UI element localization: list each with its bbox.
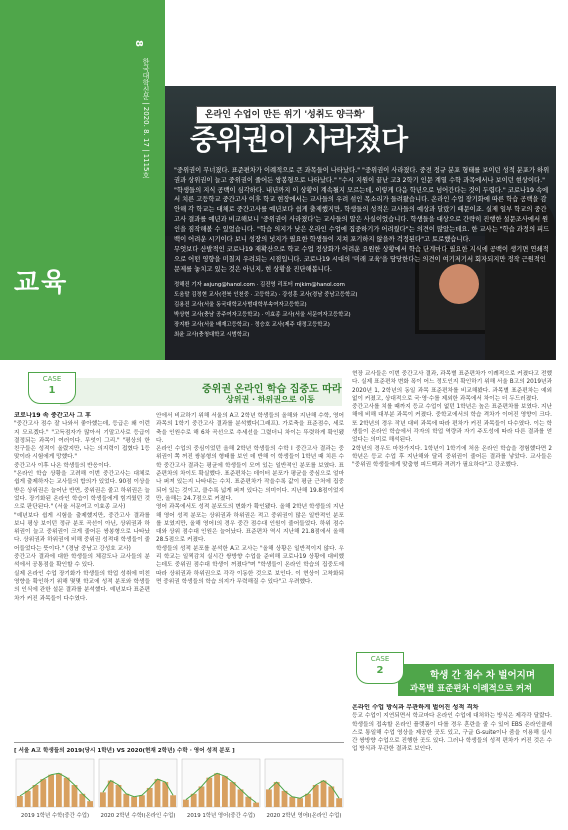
paragraph: 등교 수업이 지연되면서 학교마다 온라인 수업에 대처하는 방식은 제각각 달랐다. 학생들의 접속할 온라인 플랫폼이 다를 경우 혼란을 줄 수 있어 EBS 온라인클래스로 통일해 수업 영상을 제공한 곳도 있고, 구글 G-suite이나 줌을 이용해 실시간 쌍방향 수업으로 진행한 곳도 있다. 그러나 학생들의 성적 편차가 커진 것은 수업 방식과 무관한 결과로 보인다.: [352, 713, 552, 753]
graph-bar: [87, 801, 93, 807]
paragraph: 학생들의 성적 분포를 분석한 A고 교사는 "올해 상황은 일반적이지 않다. 우리 학교는 일찍감치 실시간 쌍방향 수업을 준비해 코로나19 상황에 대비했는데도 중위권 점수대 학생이 꺼졌다"며 "학생들이 온라인 학습의 집중도에 따라 상위권과 하위권으로 각각 이동한 것으로 보인다. 이 현상이 고착화되면 중위권 학생들의 학습 의지가 무력해질 수 있다"고 우려했다.: [156, 545, 344, 585]
paragraph: 중간고사를 치를 때까지 등교 수업이 없던 1학년은 높은 표준편차를 보였다. 지난해에 비해 대부분 과목이 커졌다. 중학교에서의 학습 격차가 이어진 영향이 크다. 또 2학년의 경우 작년 대비 과목에 따라 편차가 커진 과목들이 다수였다. 이는 학생들이 온라인 학습에서 각자의 학업 역량과 자기 주도성에 따라 다른 결과를 얻었다는 의미로 해석된다.: [352, 404, 552, 444]
graph-bar: [183, 800, 189, 807]
graph-bar: [305, 794, 311, 807]
case2-subtitle: 과목별 표준편차 이례적으로 커져: [410, 683, 533, 693]
graph-bar: [155, 779, 161, 807]
credit-line: 장지환 교사(서울 배재고등학교) · 정승호 교사(제주 대정고등학교): [174, 322, 330, 328]
paragraph: 중간고사 결과에 대한 학생들의 체감도나 교사들의 분석에서 공통점을 확인할 수 있다.: [14, 554, 150, 569]
graph-bar: [33, 785, 39, 807]
graph-bar: [222, 776, 228, 807]
graph-bar: [17, 796, 23, 807]
graph-bar: [48, 775, 54, 807]
graph-bar: [274, 782, 280, 807]
case2-badge-number: 2: [376, 665, 384, 676]
graph-bar: [170, 795, 176, 807]
case1-title: 중위권 온라인 학습 집중도 따라: [202, 384, 342, 395]
graph-bar: [238, 789, 244, 807]
paragraph: 중간고사 이후 나온 학생들의 반응이다.: [14, 462, 111, 469]
graph-bar: [336, 798, 342, 807]
paragraph: "온라인 학습 상황을 고려해 이번 중간고사는 대체로 쉽게 출제하자는 교사들의 합의가 있었다. 90점 이상을 받은 상위권은 늘어난 반면, 중위권은 줄고 하위권은 늘었다. 장기화된 온라인 학습이 학생들에게 힘겨웠던 것으로 판단된다." (서울 서문여고 이효종 교사): [14, 471, 150, 511]
case2-badge-label: CASE: [370, 655, 390, 663]
graph-bar: [230, 782, 236, 807]
lead-paragraph: 무엇보다 산발적인 코로나19 재확산으로 학교 수업 정상화가 어려운 요원한 상황에서 학습 단계마다 필요한 지식에 공백이 생기면 연쇄적으로 어떤 영향을 미칠지 우려되는 시점입니다. 코로나19 시대의 '미래 교육'을 담당한다는 의견이 여기저기서 회자되지만 정작 근원적인 문제를 놓치고 있는 것은 아닌지, 현 상황을 진단해봅니다.: [174, 246, 549, 273]
graph-bar: [321, 781, 327, 807]
graph-bar: [64, 778, 70, 807]
graph-bar: [100, 792, 106, 807]
graph-panel-label: 2020 2학년 수학Ⅰ(온라인 수업): [100, 813, 176, 819]
graph-panels: [14, 755, 344, 825]
graph-bar: [123, 794, 129, 807]
paragraph: 온라인 수업의 중심이었던 올해 2학년 학생들의 수학 Ⅰ 중간고사 결과는 중위권이 쪽 꺼진 쌍봉형의 형태를 보인 데 반해 이 학생들이 1학년 때 치른 수학 중간고사 결과는 평균에 학생들이 모여 있는 일반적인 분포를 보였다. 표준편차의 차이도 확실했다. 표준편차는 데이터 분포가 평균을 중심으로 얼마나 퍼져 있는지 나타내는 수치. 표준편차가 작을수록 값이 평균 근처에 집중되어 있는 것이고, 클수록 넓게 퍼져 있다는 의미이다. 지난해 19.8점이었지만, 올해는 24.7점으로 커졌다.: [156, 446, 344, 502]
case2-badge: [356, 652, 404, 684]
headline: 중위권이 사라졌다: [190, 123, 408, 156]
case2-column: [352, 704, 552, 824]
article-column-2: [156, 412, 344, 737]
graph-bar: [147, 788, 153, 807]
paragraph: 실제 온라인 수업 장기화가 학생들의 학업 성취에 미친 영향을 확인하기 위해 몇몇 학교에 성적 분포와 학생들의 인식에 관한 설문 결과를 분석했다. 예년보다 표준편차가 커진 과목들이 다수였다.: [14, 570, 150, 602]
lead-text: [174, 166, 552, 276]
paragraph: 현장 교사들은 이번 중간고사 결과, 과목별 표준편차가 이례적으로 커졌다고 전했다. 실제 표준편차 변화 폭이 어느 정도인지 확인하기 위해 서울 B고의 2019년과 2020년 1, 2학년의 동일 과목 표준편차를 비교해봤다. 과목별 표준편차는 예외 없이 커졌고, 상대적으로 국·영·수를 제외한 과목에서 차이는 더 두드러졌다.: [352, 371, 552, 402]
article-column-3: [352, 370, 552, 642]
graph-bar: [131, 797, 137, 807]
case1-subtitle: 상위권 · 하위권으로 이동: [226, 395, 315, 404]
graph-bar: [72, 785, 78, 807]
paragraph: "예년보다 쉽게 시험을 출제했지만, 중간고사 결과를 보니 평상 보이던 정규 분포 곡선이 아닌, 상위권과 하위권이 늘고 중위권이 크게 줄어든 쌍봉형으로 나타났다. 상위권과 하위권에 비해 중위권 성적대 학생들이 줄어들었다는 뜻이다." (경남 중남고 강성호 교사): [14, 512, 150, 552]
graph-bar: [289, 797, 295, 807]
credits: [174, 280, 454, 340]
graph-bar: [266, 789, 272, 807]
graph-bar: [297, 798, 303, 807]
graph-bar: [116, 785, 122, 807]
graph-bar: [206, 778, 212, 807]
credit-line: 최윤 교사(충청대학교 시범학교): [174, 332, 250, 338]
graph-bar: [199, 786, 205, 807]
kicker-text: 온라인 수업이 만든 위기 '성취도 양극화': [204, 110, 366, 120]
paragraph: 2학년의 경우도 마찬가지다. 1학년이 1학기에 처음 온라인 학습을 경험했다면 2학년은 등교 수업 후 지난해와 달리 중위권이 줄어든 결과를 낳았다. 교사들은 "중위권 학생들에게 맞춤형 피드백과 격려가 필요하다"고 강조했다.: [352, 445, 552, 469]
newspaper-masthead-vertical: 한국대학신문 | 2020. 8. 17 | 1115호: [142, 58, 150, 179]
section-strip: [0, 0, 165, 360]
graph-bar: [313, 785, 319, 807]
credit-line: 도움말 김정현 교사(전북 인천중 · 고등학교) · 강성훈 교사(경남 중남고등학교): [174, 292, 358, 298]
graph-panel-label: 2020 2학년 영어Ⅰ(온라인 수업): [266, 813, 342, 819]
case2-title: 학생 간 점수 차 벌어지며: [430, 670, 535, 681]
graph-bar: [40, 779, 46, 807]
graph-panel-label: 2019 1학년 수학(중간 수업): [20, 813, 90, 819]
graph-bar: [139, 795, 145, 807]
paragraph: 안에서 비교하기 위해 서울의 A고 2학년 학생들의 올해와 지난해 수학, 영어 과목의 1학기 중간고사 결과를 분석했다(그래프). 가로축을 표준점수, 세로축을 인원수로 해 6차 곡선으로 추세선을 그렸더니 차이는 뚜렷하게 확인됐다.: [156, 413, 344, 444]
score-distribution-graph: [14, 742, 344, 825]
case1-badge-number: 1: [48, 385, 56, 396]
paragraph: 영어 과목에서도 성적 분포도의 변화가 확인됐다. 올해 2학년 학생들의 지난해 영어 성적 분포는 상위권과 하위권은 적고 중위권이 많은 일반적인 분포를 보였지만, 올해 영어Ⅰ의 경우 중간 점수대 인원이 줄어들었다. 하위 점수대와 상위 점수대 인원은 늘어났다. 표준편차 역시 지난해 21.8점에서 올해 28.5점으로 커졌다.: [156, 504, 344, 544]
graph-panel-label: 2019 1학년 영어(중간 수업): [186, 813, 256, 819]
credit-line: 박상현 교사(충남 공주여자고등학교) · 이효종 교사(서울 서문여자고등학교): [174, 312, 351, 318]
graph-bar: [214, 773, 220, 807]
subheading: 온라인 수업 방식과 무관하게 벌어진 성적 격차: [352, 704, 479, 711]
graph-bar: [56, 773, 62, 807]
credit-line: 정해진 기자 asjung@hanol.com · 김진영 리포터 mjkim@hanol.com: [174, 282, 345, 288]
case1-badge-label: CASE: [42, 375, 62, 383]
graph-bar: [25, 791, 31, 807]
lead-paragraph: "중위권이 무너졌다. 표준편차가 이례적으로 큰 과목들이 나타났다." "중위권이 사라졌다. 중전 정규 분포 형태를 보이던 성적 분포가 하위권과 상위권이 늘고 중위권이 줄어든 쌍봉형으로 나타났다." "수시 지원이 끝난 고3 2학기 인문 계열 수학 과목에서나 보이던 현상이다." "학생들의 지식 공백이 심각하다. 내년까지 이 상황이 계속될지 모르는데, 이렇게 다음 학년으로 넘어간다는 것이 두렵다." 코로나19 속에서 치른 고등학교 중간고사 이후 학교 현장에서는 교사들의 우려 섞인 목소리가 들려왔습니다. 온라인 수업 장기화에 따른 학습 공백을 감안해 각 학교는 대체로 중간고사를 예년보다 쉽게 출제했지만, 학생들의 성적은 교사들의 예상과 달랐기 때문이죠. 실제 일부 학교의 중간고사 결과를 예년과 비교해보니 '중위권이 사라졌다'는 교사들의 말은 사실이었습니다. 학생들을 대상으로 간략히 진행한 설문조사에서 원인을 짐작해볼 수 있었습니다. "학습 의지가 낮은 온라인 수업에 집중하기가 어려웠다"는 의견이 많았는데요. 한 교사는 "학습 과정의 피드백이 어려운 시기이다 보니 성장의 넛지가 필요한 학생들이 지쳐 포기하지 않을까 걱정된다"고 토로했습니다.: [174, 167, 550, 243]
graph-title: [ 서울 A고 학생들의 2019(당시 1학년) VS 2020(현재 2학년) 수학 · 영어 성적 분포 ]: [14, 748, 235, 754]
graph-bar: [253, 803, 259, 807]
subheading: 코로나19 속 중간고사 그 후: [14, 412, 91, 419]
article-column-1: [14, 412, 150, 737]
graph-bar: [282, 791, 288, 807]
paragraph: "중간고사 점수 잘 나와서 좋아했는데, 등급은 왜 이런지 모르겠다." "고득점자가 많아서 기말고사로 등급이 결정되는 과목이 여러이다. 무엇이 그리." "평상의 한 친구들은 성적이 올랐지만, 나는 의지력이 접혔다 1등 맞이라 시험에게 망했다.": [14, 421, 150, 461]
graph-bar: [108, 781, 114, 807]
section-label: 교육: [14, 268, 69, 298]
page-number: 8: [133, 40, 144, 47]
credit-line: 김용진 교사(서울 동국대학교사범대학부속여자고등학교): [174, 302, 307, 308]
case1-badge: [28, 372, 76, 404]
